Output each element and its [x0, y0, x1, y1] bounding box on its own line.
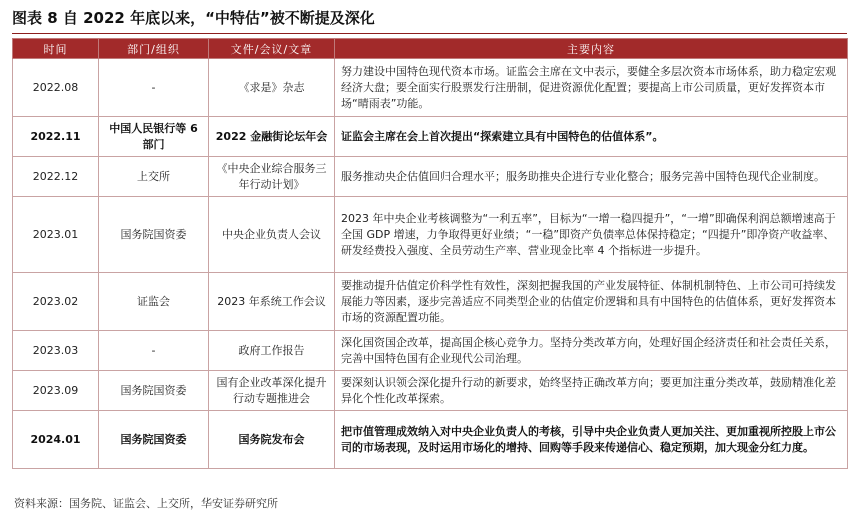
table-row: [13, 411, 848, 469]
row-date: 2024.01: [13, 411, 99, 469]
figure-title: 图表 8 自 2022 年底以来，“中特估”被不断提及深化: [12, 9, 375, 27]
row-org: -: [99, 331, 209, 371]
row-date: 2023.01: [13, 197, 99, 273]
row-org: 证监会: [99, 273, 209, 331]
row-org: 国务院国资委: [99, 411, 209, 469]
row-date: 2022.11: [13, 117, 99, 157]
row-doc: 《求是》杂志: [209, 59, 335, 117]
row-org: 中国人民银行等 6 部门: [99, 117, 209, 157]
row-content: 服务推动央企估值回归合理水平；服务助推央企进行专业化整合；服务完善中国特色现代企业制度。: [335, 157, 848, 197]
header-content: 主要内容: [335, 39, 848, 59]
row-org: -: [99, 59, 209, 117]
table-row: [13, 371, 848, 411]
table-header-row: [13, 39, 848, 59]
row-content: 把市值管理成效纳入对中央企业负责人的考核，引导中央企业负责人更加关注、更加重视所控股上市公司的市场表现，及时运用市场化的增持、回购等手段来传递信心、稳定预期，加大现金分红力度。: [335, 411, 848, 469]
policy-table: [12, 38, 848, 469]
source-note: 资料来源：国务院、证监会、上交所，华安证券研究所: [14, 497, 278, 510]
row-org: 上交所: [99, 157, 209, 197]
row-date: 2023.09: [13, 371, 99, 411]
table-row: [13, 59, 848, 117]
table-row: [13, 273, 848, 331]
header-org: 部门/组织: [99, 39, 209, 59]
row-date: 2022.12: [13, 157, 99, 197]
row-date: 2022.08: [13, 59, 99, 117]
row-doc: 2023 年系统工作会议: [209, 273, 335, 331]
table-row: [13, 331, 848, 371]
table-row: [13, 117, 848, 157]
row-content: 要推动提升估值定价科学性有效性，深刻把握我国的产业发展特征、体制机制特色、上市公司可持续发展能力等因素，逐步完善适应不同类型企业的估值定价逻辑和具有中国特色的估值体系，更好发挥资本市场的资源配置功能。: [335, 273, 848, 331]
table-row: [13, 157, 848, 197]
row-content: 要深刻认识领会深化提升行动的新要求，始终坚持正确改革方向；要更加注重分类改革，鼓励精准化差异化个性化改革探索。: [335, 371, 848, 411]
table-row: [13, 197, 848, 273]
header-date: 时间: [13, 39, 99, 59]
row-doc: 《中央企业综合服务三年行动计划》: [209, 157, 335, 197]
row-date: 2023.03: [13, 331, 99, 371]
row-org: 国务院国资委: [99, 371, 209, 411]
row-doc: 政府工作报告: [209, 331, 335, 371]
row-content: 深化国资国企改革，提高国企核心竞争力。坚持分类改革方向，处理好国企经济责任和社会责任关系，完善中国特色国有企业现代公司治理。: [335, 331, 848, 371]
row-org: 国务院国资委: [99, 197, 209, 273]
row-doc: 国务院发布会: [209, 411, 335, 469]
row-doc: 国有企业改革深化提升行动专题推进会: [209, 371, 335, 411]
row-content: 努力建设中国特色现代资本市场。证监会主席在文中表示，要健全多层次资本市场体系，助力稳定宏观经济大盘；要全面实行股票发行注册制，促进资源优化配置；要提高上市公司质量，更好发挥资本市场“晴雨表”功能。: [335, 59, 848, 117]
row-content: 2023 年中央企业考核调整为“一利五率”，目标为“一增一稳四提升”，“一增”即确保利润总额增速高于全国 GDP 增速，力争取得更好业绩；“一稳”即资产负债率总体保持稳定；“四提升”即净资产收益率、研发经费投入强度、全员劳动生产率、营业现金比率 4 个指标进一步提升。: [335, 197, 848, 273]
row-date: 2023.02: [13, 273, 99, 331]
title-rule: [12, 33, 847, 34]
row-doc: 2022 金融街论坛年会: [209, 117, 335, 157]
row-content: 证监会主席在会上首次提出“探索建立具有中国特色的估值体系”。: [335, 117, 848, 157]
header-doc: 文件/会议/文章: [209, 39, 335, 59]
row-doc: 中央企业负责人会议: [209, 197, 335, 273]
